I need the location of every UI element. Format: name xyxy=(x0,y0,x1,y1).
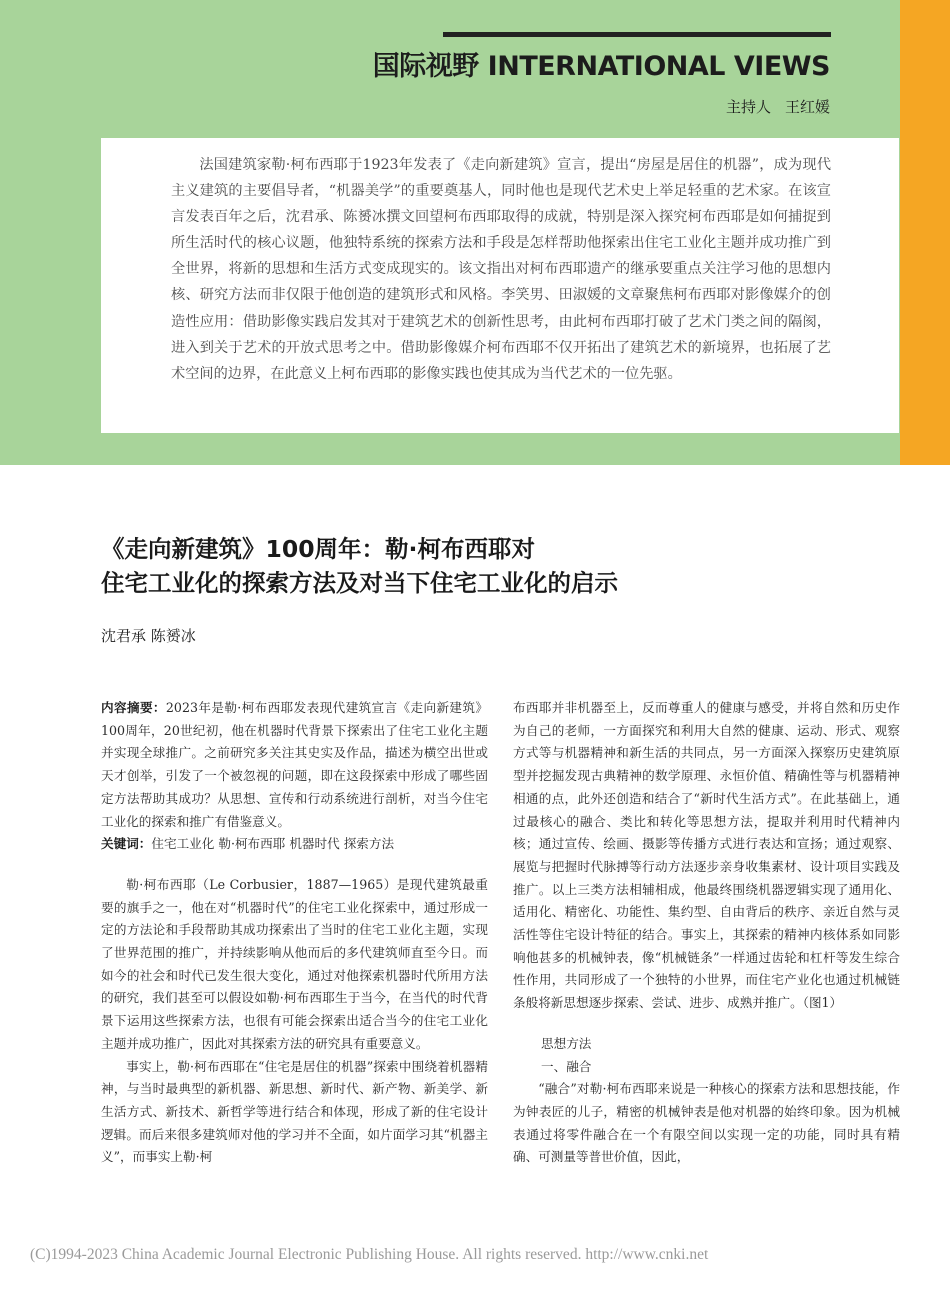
body-paragraph-2: 事实上，勒·柯布西耶在“住宅是居住的机器”探索中围绕着机器精神，与当时最典型的新机器、新思想、新时代、新产物、新美学、新生活方式、新技术、新哲学等进行结合和体现，形成了新的住宅设计逻辑。而后来很多建筑师对他的学习并不全面，如片面学习其“机器主义”，而事实上勒·柯 xyxy=(101,1058,488,1165)
keywords-label: 关键词： xyxy=(101,836,152,852)
host-label: 主持人 xyxy=(725,98,771,116)
title-line-1: 《走向新建筑》100周年：勒·柯布西耶对 xyxy=(101,535,535,563)
spacer xyxy=(513,1015,900,1033)
intro-text: 法国建筑家勒·柯布西耶于1923年发表了《走向新建筑》宣言，提出“房屋是居住的机器”，成为现代主义建筑的主要倡导者，“机器美学”的重要奠基人，同时他也是现代艺术史上举足轻重的艺术家。在该宣言发表百年之后，沈君承、陈赟冰撰文回望柯布西耶取得的成就，特别是深入探究柯布西耶是如何捕捉到所生活时代的核心议题，他独特系统的探索方法和手段是怎样帮助他探索出住宅工业化主题并成功推广到全世界，将新的思想和生活方式变成现实的。该文指出对柯布西耶遗产的继承要重点关注学习他的思想内核、研究方法而非仅限于他创造的建筑形式和风格。李笑男、田淑媛的文章聚焦柯布西耶对影像媒介的创造性应用：借助影像实践启发其对于建筑艺术的创新性思考，由此柯布西耶打破了艺术门类之间的隔阂，进入到关于艺术的开放式思考之中。借助影像媒介柯布西耶不仅开拓出了建筑艺术的新境界，也拓展了艺术空间的边界，在此意义上柯布西耶的影像实践也使其成为当代艺术的一位先驱。 xyxy=(171,157,832,382)
host-line xyxy=(726,96,830,117)
title-line-2: 住宅工业化的探索方法及对当下住宅工业化的启示 xyxy=(101,569,618,597)
subsection-heading: 一、融合 xyxy=(541,1058,592,1074)
column-title: 国际视野 INTERNATIONAL VIEWS xyxy=(372,51,830,82)
section-heading: 思想方法 xyxy=(541,1035,592,1051)
host-name: 王红媛 xyxy=(784,98,830,116)
keywords-text: 住宅工业化 勒·柯布西耶 机器时代 探索方法 xyxy=(151,836,395,852)
column-left xyxy=(101,697,488,1169)
keywords xyxy=(101,833,488,856)
body-paragraph-3: 布西耶并非机器至上，反而尊重人的健康与感受，并将自然和历史作为自己的老师，一方面探究和利用大自然的健康、运动、形式、观察方式等与机器精神和新生活的共同点，另一方面深入探察历史建筑原型并挖掘发现古典精神的数学原理、永恒价值、精确性等与机器精神相通的点，此外还创造和结合了“新时代生活方式”。在此基础上，通过最核心的融合、类比和转化等思想方法，提取并利用时代精神内核；通过宣传、绘画、摄影等传播方式进行表达和宣扬；通过观察、展览与把握时代脉搏等行动方法逐步亲身收集素材、设计项目实践及推广。以上三类方法相辅相成，他最终围绕机器逻辑实现了通用化、适用化、精密化、功能性、集约型、自由背后的秩序、亲近自然与灵活性等住宅设计特征的结合。事实上，其探索的精神内核体系如同影响他甚多的机械钟表，像“机械链条”一样通过齿轮和杠杆等发生综合性作用，共同形成了一个独特的小世界，而住宅产业化也通过机械链条般将新思想逐步探索、尝试、进步、成熟并推广。（图1） xyxy=(513,700,900,1011)
body-paragraph-1: 勒·柯布西耶（Le Corbusier，1887—1965）是现代建筑最重要的旗手之一，他在对“机器时代”的住宅工业化探索中，通过形成一定的方法论和手段帮助其成功探索出了当时的住宅工业化主题，实现了世界范围的推广，并持续影响从他而后的多代建筑师直至今日。而如今的社会和时代已发生很大变化，通过对他探索机器时代所用方法的研究，我们甚至可以假设如勒·柯布西耶生于当今，在当代的时代背景下运用这些探索方法，也很有可能会探索出适合当今的住宅工业化主题并成功推广，因此对其探索方法的研究具有重要意义。 xyxy=(101,876,488,1051)
abstract-label: 内容摘要： xyxy=(101,700,166,715)
copyright-footer: (C)1994-2023 China Academic Journal Electronic Publishing House. All rights reserved. http://www.cnki.net xyxy=(30,1246,709,1263)
header-rule xyxy=(443,32,831,37)
spacer xyxy=(101,856,488,874)
accent-bar xyxy=(900,0,950,465)
column-right xyxy=(513,697,900,1169)
body-paragraph-4: “融合”对勒·柯布西耶来说是一种核心的探索方法和思想技能，作为钟表匠的儿子，精密的机械钟表是他对机器的始终印象。因为机械表通过将零件融合在一个有限空间以实现一定的功能，同时具有精确、可测量等普世价值，因此， xyxy=(513,1081,900,1165)
authors: 沈君承 陈赟冰 xyxy=(101,627,196,645)
abstract-text: 2023年是勒·柯布西耶发表现代建筑宣言《走向新建筑》100周年，20世纪初，他在机器时代背景下探索出了住宅工业化主题并实现全球推广。之前研究多关注其史实及作品，描述为横空出世或天才创举，引发了一个被忽视的问题，即在这段探索中形成了哪些固定方法帮助其成功？从思想、宣传和行动系统进行剖析，对当今住宅工业化的探索和推广有借鉴意义。 xyxy=(101,700,488,829)
article-title xyxy=(101,532,881,600)
abstract xyxy=(101,697,488,833)
